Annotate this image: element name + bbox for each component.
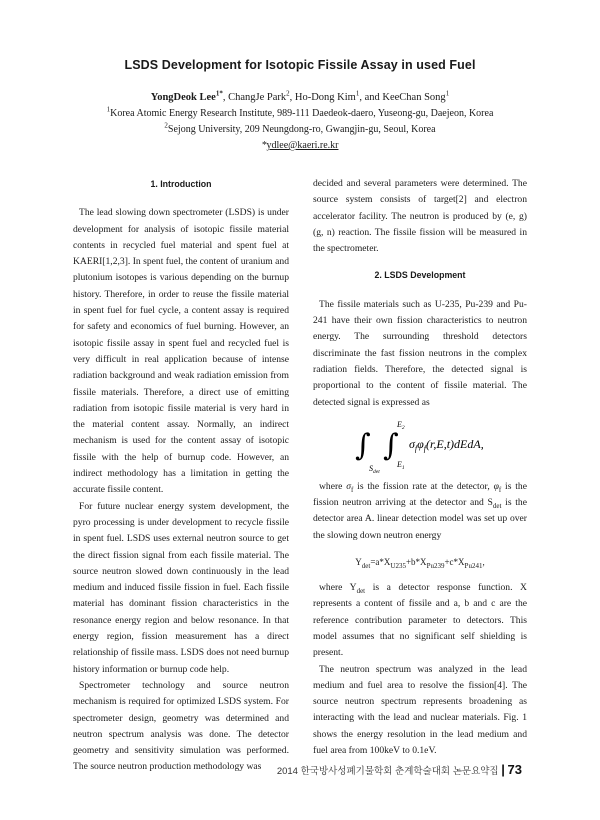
footer-separator: |: [501, 762, 505, 777]
page-number: 73: [507, 762, 522, 777]
integral-lower-e1: $E_1$: [397, 459, 405, 471]
detected-signal-equation: [313, 411, 527, 479]
integral-sign-outer: ∫: [355, 427, 371, 463]
linear-detection-equation: $Y_{det}=a*X_{U235}+b*X_{Pu239}+c*X_{Pu241}$,: [355, 557, 485, 570]
affiliation-1: $^1$Korea Atomic Energy Research Institute, 989-111 Daedeok-daero, Yuseong-gu, Daejeon, Korea: [106, 105, 494, 119]
equation-graphic: [353, 415, 523, 477]
author-3: , Ho-Dong Kim$^1$: [289, 89, 360, 103]
author-list: [0, 89, 600, 103]
lsds-paragraph-2: where $\sigma_f$ is the fission rate at the detector, $\varphi_f$ is the fission neutron arriving at the detector and $S_{det}$ is the detector area A. linear detection model was set up over the slowing down neutron energy: [313, 480, 527, 541]
lsds-paragraph-4: The neutron spectrum was analyzed in the lead medium and fuel area to resolve the fission[4]. The source neutron spectrum represents broadening as interacting with the lead and nuclear materials. Fig. 1 shows the energy resolution in the lead medium and fuel area from 100keV to 0.1eV.: [313, 663, 527, 757]
intro-paragraph-1: The lead slowing down spectrometer (LSDS) is under development for analysis of isotopic fissile material contents in recycled fuel material and spent fuel at KAERI[1,2,3]. In spent fuel, the content of uranium and plutonium isotopes is various depending on the burnup history. Therefore, in order to reuse the fissile material in spent fuel for fuel cycle, a content assay is required for safety and economics of fuel burning. However, an isotopic fissile assay in spent fuel and recycled fuel is very difficult in real application because of intense radiation background and weak radiation emission from fissile materials. Therefore, a direct use of emitting radiation from isotopic fissile material is very hard in the material content assay. Normally, an indirect mechanism is used for the content assay of isotopic fissile with the help of burnup code. However, an indirect methodology has a limitation in getting the accurate fissile content.: [73, 207, 289, 496]
author-2: , ChangJe Park$^2$: [222, 89, 290, 103]
page-footer: [277, 762, 522, 777]
lsds-paragraph-3: where $Y_{det}$ is a detector response function. X represents a content of fissile and a, b and c are the reference contribution parameter to detectors. This model assumes that no significant self shielding is present.: [313, 582, 527, 659]
intro-paragraph-3: Spectrometer technology and source neutron mechanism is required for optimized LSDS system. For spectrometer design, geometry was determined and neutron spectrum analysis was done. The detector geometry and sensitivity simulation was performed. The source neutron production methodology was: [73, 679, 289, 773]
author-1: YongDeok Lee$^{1*}$: [150, 89, 223, 103]
integral-upper-e2: $E_2$: [397, 419, 405, 431]
continued-paragraph: decided and several parameters were determined. The source system consists of target[2] and electron accelerator facility. The neutron is produced by (e, g) (g, n) reaction. The fissile fission will be measured in the spectrometer.: [313, 178, 527, 255]
lsds-paragraph-1: The fissile materials such as U-235, Pu-239 and Pu-241 have their own fission characteristics to neutron energy. The surrounding threshold detectors discriminate the fast fission neutrons in the complex radiation fields. Therefore, the detected signal is proportional to the content of fissile material. The detected signal is expressed as: [313, 298, 527, 408]
section-heading-lsds-development: 2. LSDS Development: [374, 270, 466, 281]
footer-proceedings-title: 2014 한국방사성폐기물학회 춘계학술대회 논문요약집: [276, 766, 499, 777]
integrand: $\sigma_f\varphi_f(r,E,t)dEdA$,: [409, 436, 484, 453]
integral-lower-sdet: $S_{det}$: [369, 463, 380, 475]
author-4: , and KeeChan Song$^1$: [359, 89, 450, 103]
right-column: [313, 176, 527, 759]
integral-sign-inner: ∫: [383, 427, 399, 463]
section-heading-introduction: 1. Introduction: [150, 179, 212, 189]
intro-paragraph-2: For future nuclear energy system development, the pyro processing is under development to recycle fissile in spent fuel. LSDS uses external neutron source to get the direct fission signal from each fissile material. The source neutron slowed down continuously in the lead medium and induced fissile fission in fuel. Each fissile material has dominant fission characteristics in the resonance energy region and below resonance. In that energy region, fission measurement has a direct relationship of fissile mass. LSDS does not need burnup history information or burnup code help.: [73, 500, 289, 675]
left-column: [73, 176, 289, 776]
corresponding-email[interactable]: *ydlee@kaeri.re.kr: [261, 140, 339, 151]
paper-title: LSDS Development for Isotopic Fissile Assay in used Fuel: [124, 58, 476, 72]
affiliation-2: $^2$Sejong University, 209 Neungdong-ro, Gwangjin-gu, Seoul, Korea: [164, 121, 436, 135]
